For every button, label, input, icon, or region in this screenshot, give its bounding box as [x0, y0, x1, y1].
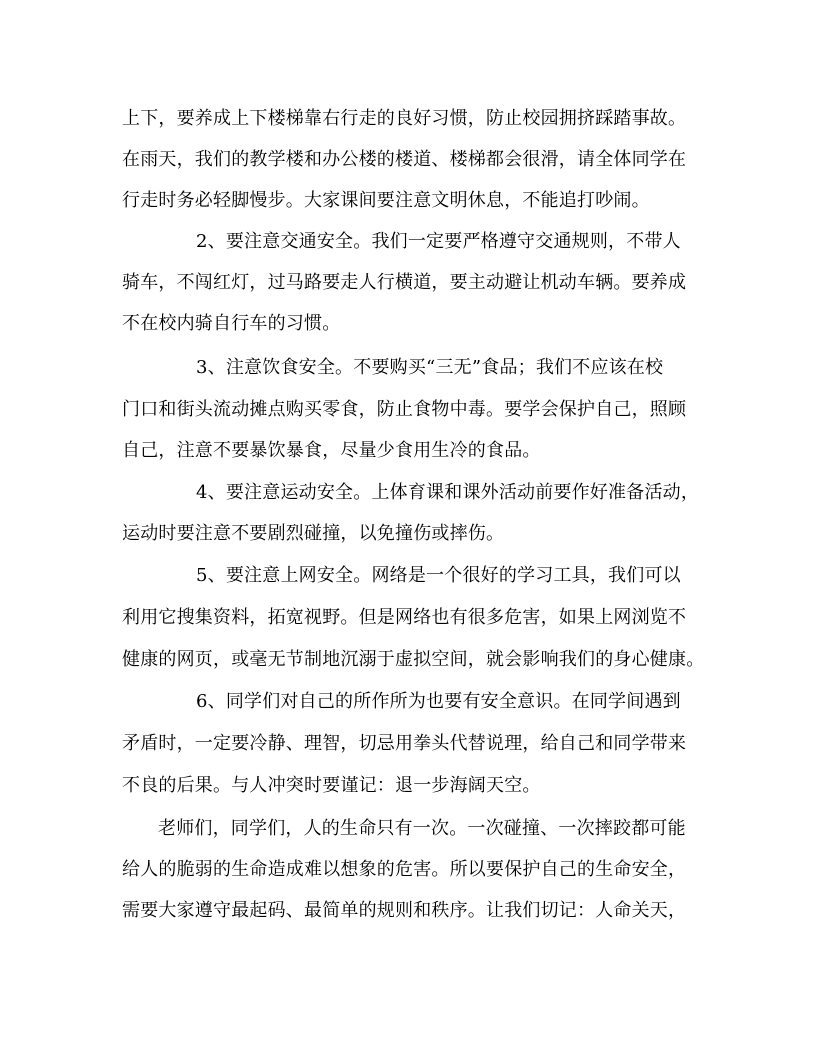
- text-line: 5、要注意上网安全。网络是一个很好的学习工具，我们可以: [196, 565, 681, 586]
- text-line: 6、同学们对自己的所作所为也要有安全意识。在同学间遇到: [196, 691, 681, 712]
- text-line: 3、注意饮食安全。不要购买“三无”食品；我们不应该在校: [196, 357, 664, 378]
- text-line: 矛盾时，一定要冷静、理智，切忌用拳头代替说理，给自己和同学带来: [122, 733, 687, 754]
- text-line: 2、要注意交通安全。我们一定要严格遵守交通规则，不带人: [196, 231, 681, 252]
- text-line: 行走时务必轻脚慢步。大家课间要注意文明休息，不能追打吵闹。: [122, 190, 650, 211]
- text-line: 利用它搜集资料，拓宽视野。但是网络也有很多危害，如果上网浏览不: [122, 607, 687, 628]
- text-line: 老师们，同学们，人的生命只有一次。一次碰撞、一次摔跤都可能: [158, 818, 686, 839]
- text-line: 自己，注意不要暴饮暴食，尽量少食用生冷的食品。: [122, 440, 541, 461]
- text-line: 不良的后果。与人冲突时要谨记：退一步海阔天空。: [122, 775, 541, 796]
- text-line: 在雨天，我们的教学楼和办公楼的楼道、楼梯都会很滑，请全体同学在: [122, 149, 687, 170]
- text-line: 上下，要养成上下楼梯靠右行走的良好习惯，防止校园拥挤踩踏事故。: [122, 108, 687, 129]
- text-line: 门口和街头流动摊点购买零食，防止食物中毒。要学会保护自己，照顾: [122, 399, 687, 420]
- text-line: 骑车，不闯红灯，过马路要走人行横道，要主动避让机动车辆。要养成: [122, 272, 687, 293]
- text-line: 不在校内骑自行车的习惯。: [122, 313, 341, 334]
- text-line: 需要大家遵守最起码、最简单的规则和秩序。让我们切记：人命关天，: [122, 900, 687, 921]
- text-line: 健康的网页，或毫无节制地沉溺于虚拟空间，就会影响我们的身心健康。: [122, 649, 705, 670]
- text-line: 运动时要注意不要剧烈碰撞，以免撞伤或摔伤。: [122, 523, 505, 544]
- text-line: 给人的脆弱的生命造成难以想象的危害。所以要保护自己的生命安全，: [122, 859, 687, 880]
- text-line: 4、要注意运动安全。上体育课和课外活动前要作好准备活动，: [196, 482, 700, 503]
